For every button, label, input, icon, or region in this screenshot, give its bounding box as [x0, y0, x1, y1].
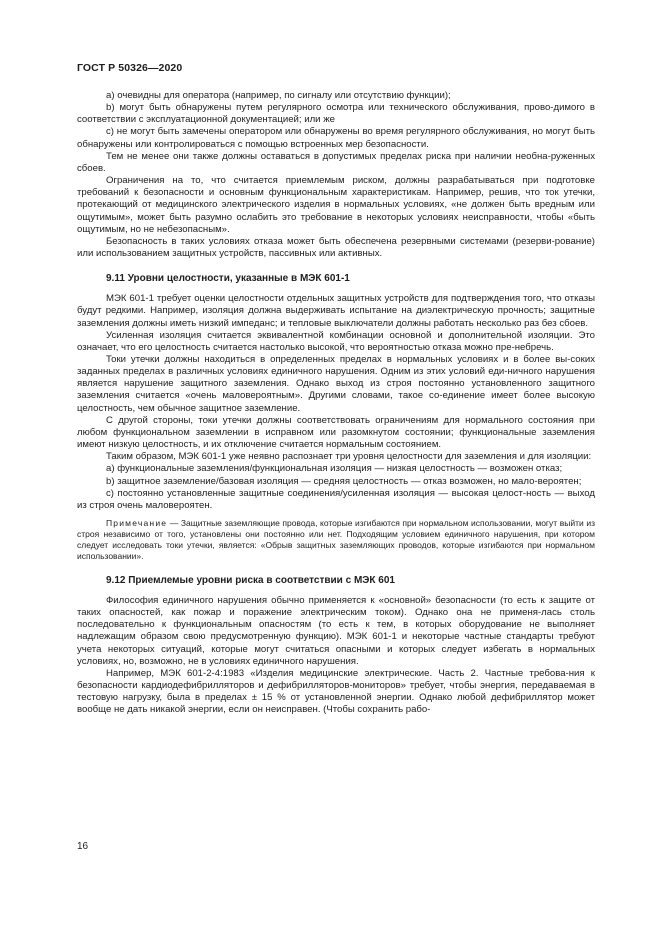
paragraph: Тем не менее они также должны оставаться в допустимых пределах риска при наличии необна-руженных сбоев.: [77, 150, 595, 174]
paragraph: Таким образом, МЭК 601-1 уже неявно распознает три уровня целостности для заземления и для изоляции:: [106, 451, 592, 463]
list-item-c: c) не могут быть замечены оператором или обнаружены во время регулярного обслуживания, но могут быть обнаружены или контролироваться с помощью встроенных мер безопасности.: [77, 126, 595, 150]
paragraph: Усиленная изоляция считается эквивалентной комбинации основной и дополнительной изоляции. Это означает, что его целостность считается настолько высокой, что вероятностью отказа можно пре-небречь.: [77, 329, 595, 353]
note-text: — Защитные заземляющие провода, которые изгибаются при нормальном использовании, могут выйти из строя независимо от того, установлены они постоянно или нет. Подходящим условием единичного нарушения, при котором следует исследовать токи утечки, является: «Обрыв защитных заземляющих проводов, которые изгибаются при нормальном использовании».: [77, 518, 595, 561]
page-content: [77, 90, 595, 717]
paragraph: МЭК 601-1 требует оценки целостности отдельных защитных устройств для подтверждения того, что отказы будут редкими. Например, изоляция должна выдерживать испытание на диэлектрическую прочность; защитные заземления должны иметь низкий импеданс; и тепловые выключатели должны работать несколько раз без сбоев.: [77, 293, 595, 329]
list-item-c: c) постоянно установленные защитные соединения/усиленная изоляция — высокая целост-ность — выход из строя очень маловероятен.: [77, 487, 595, 511]
section-heading-9-12: 9.12 Приемлемые уровни риска в соответствии с МЭК 601: [106, 575, 395, 586]
list-item-b: b) могут быть обнаружены путем регулярного осмотра или технического обслуживания, прово-димого в соответствии с эксплуатационной документацией; или же: [77, 102, 595, 126]
note-label: Примечание: [106, 518, 168, 528]
paragraph: Безопасность в таких условиях отказа может быть обеспечена резервными системами (резерви-рование) или использованием защитных устройств, пассивных или активных.: [77, 235, 595, 260]
list-item-a: а) очевидны для оператора (например, по сигналу или отсутствию функции);: [106, 90, 451, 101]
paragraph: Например, МЭК 601-2-4:1983 «Изделия медицинские электрические. Часть 2. Частные требова-ния к безопасности кардиодефибрилляторов и дефибрилляторов-мониторов» требует, чтобы энергия, передаваемая в тестовую нагрузку, была в пределах ± 15 % от установленной энергии. Однако любой дефибриллятор может вообще не дать никакой энергии, если он неисправен. (Чтобы сохранить рабо-: [77, 667, 595, 716]
paragraph: Ограничения на то, что считается приемлемым риском, должны разрабатываться при подготовке требований к безопасности и основным функциональным характеристикам. Например, решив, что ток утечки, протекающий от медицинского электрического изделия в нормальных условиях, «не должен быть вредным или ощутимым», может быть разумно ослабить это требование в некоторых условиях неисправности, чтобы «быть ощутимым, но не небезопасным».: [77, 175, 595, 235]
list-item-a: а) функциональные заземления/функциональная изоляция — низкая целостность — возможен отказ;: [106, 463, 563, 475]
section-heading-9-11: 9.11 Уровни целостности, указанные в МЭК 601-1: [106, 273, 350, 285]
note: [77, 518, 595, 562]
paragraph: Токи утечки должны находиться в определенных пределах в нормальных условиях и в более вы-соких заданных пределах в различных условиях единичного нарушения. Одним из этих условий еди-ничного нарушения является нарушение защитного заземления. Однако выход из строя постоянно установленного защитного заземления считается «очень маловероятным». Другими словами, такое со-единение имеет более высокую целостность, чем обычное защитное заземление.: [77, 353, 595, 414]
paragraph: С другой стороны, токи утечки должны соответствовать ограничениям для нормального состояния при любом функциональном заземлении в исправном или разомкнутом состоянии; функциональные заземления имеют низкую целостность, и их отключение считается нормальным состоянием.: [77, 414, 595, 451]
paragraph: Философия единичного нарушения обычно применяется к «основной» безопасности (то есть к защите от таких опасностей, как пожар и поражение электрическим током). Однако она не применя-лась столь последовательно к функциональным опасностям (то есть к тем, в которых оборудование не выполняет надлежащим образом свою предусмотренную функцию). МЭК 601-1 и некоторые частные стандарты требуют учета некоторых ситуаций, которые могут считаться опасными и которых следует избегать в нормальных условиях, но, возможно, не в условиях единичного нарушения.: [77, 595, 595, 667]
list-item-b: b) защитное заземление/базовая изоляция — средняя целостность — отказ возможен, но мало-вероятен;: [106, 475, 582, 487]
page-number: 16: [77, 841, 89, 852]
standard-header: ГОСТ Р 50326—2020: [77, 62, 183, 74]
